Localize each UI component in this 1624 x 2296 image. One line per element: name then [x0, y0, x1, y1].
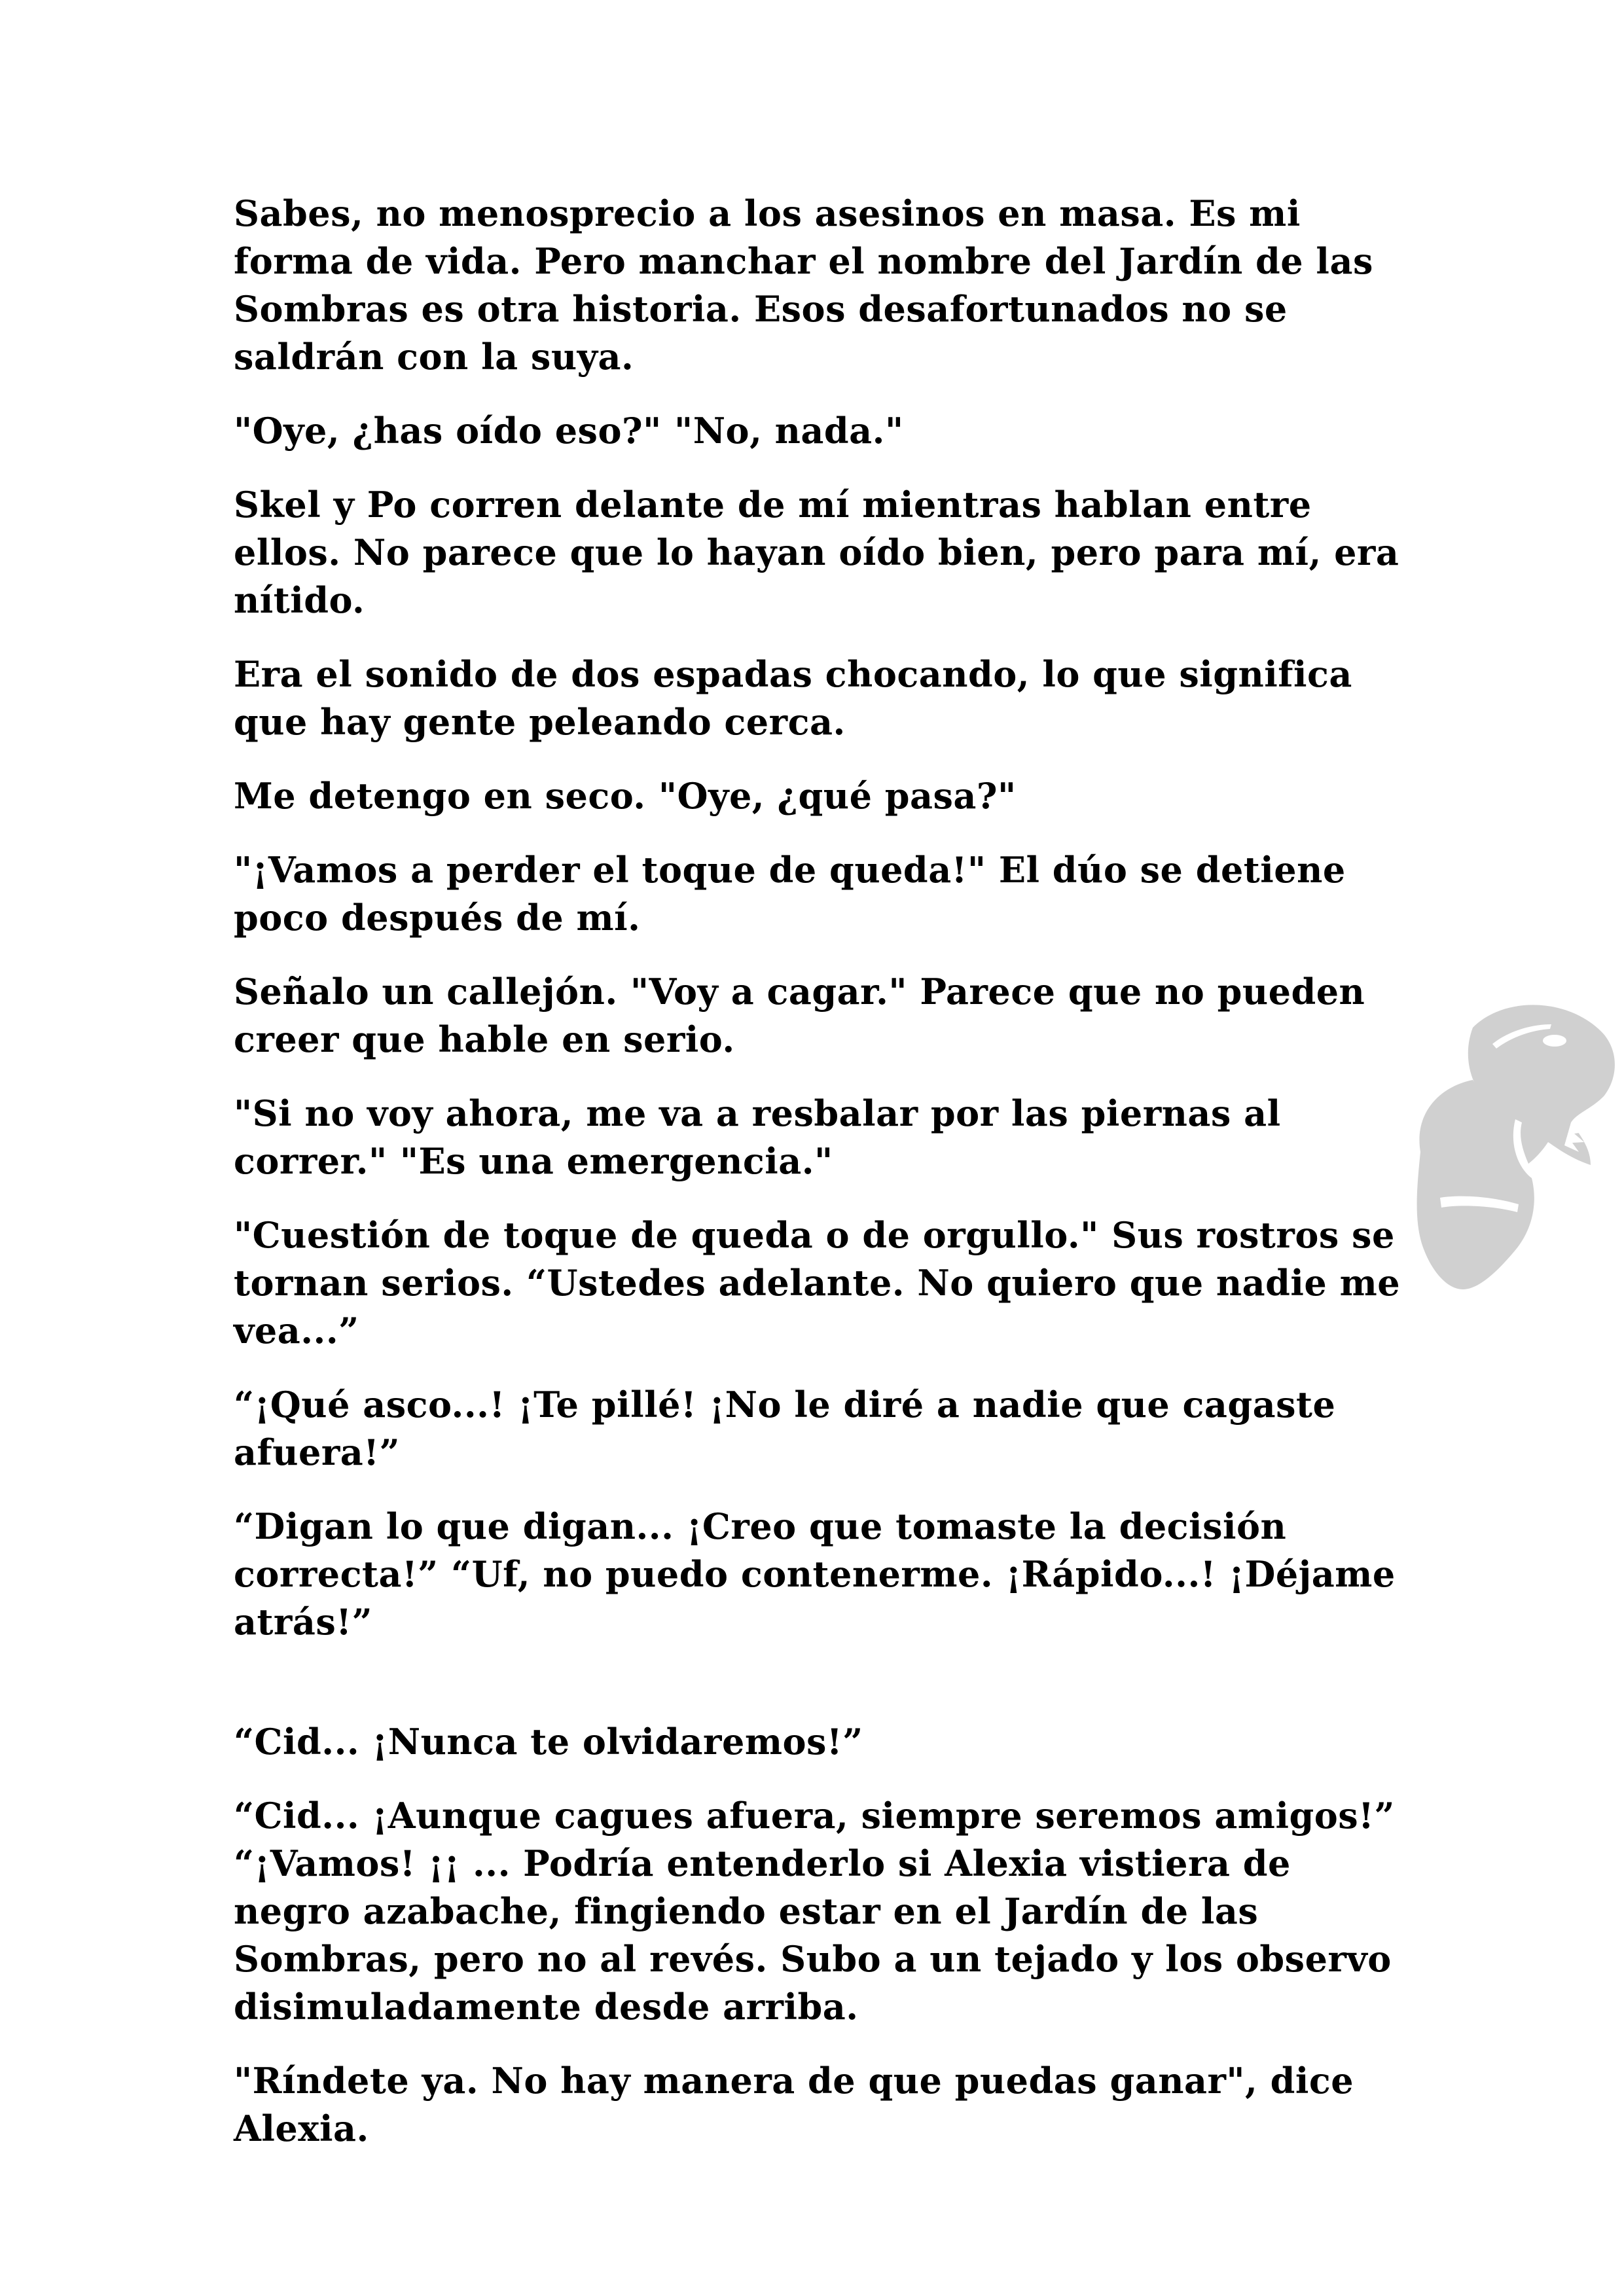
paragraph: “Cid... ¡Nunca te olvidaremos!” — [234, 1721, 863, 1763]
paragraph: “Digan lo que digan... ¡Creo que tomaste la decisión correcta!” “Uf, no puedo contenerme. ¡Rápido...! ¡Déjame atrás!” — [234, 1505, 1396, 1643]
dinosaur-ninja-logo-icon — [1394, 982, 1623, 1296]
paragraph: "Cuestión de toque de queda o de orgullo." Sus rostros se tornan serios. “Ustedes adelante. No quiero que nadie me vea...” — [234, 1214, 1401, 1352]
paragraph: Señalo un callejón. "Voy a cagar." Parece que no pueden creer que hable en serio. — [234, 971, 1365, 1060]
paragraph: Era el sonido de dos espadas chocando, lo que significa que hay gente peleando cerca. — [234, 653, 1352, 743]
paragraph: "¡Vamos a perder el toque de queda!" El dúo se detiene poco después de mí. — [234, 849, 1346, 939]
paragraph: "Si no voy ahora, me va a resbalar por las piernas al correr." "Es una emergencia." — [234, 1092, 1281, 1182]
paragraph: "Ríndete ya. No hay manera de que puedas ganar", dice Alexia. — [234, 2060, 1354, 2149]
paragraph: “¡Qué asco...! ¡Te pillé! ¡No le diré a nadie que cagaste afuera!” — [234, 1384, 1336, 1473]
paragraph: "Oye, ¿has oído eso?" "No, nada." — [234, 410, 904, 452]
document-body — [234, 190, 1412, 2179]
paragraph: Skel y Po corren delante de mí mientras hablan entre ellos. No parece que lo hayan oído bien, pero para mí, era nítido. — [234, 484, 1399, 621]
paragraph: Me detengo en seco. "Oye, ¿qué pasa?" — [234, 775, 1017, 817]
paragraph: Sabes, no menosprecio a los asesinos en masa. Es mi forma de vida. Pero manchar el nombre del Jardín de las Sombras es otra historia. Esos desafortunados no se saldrán con la suya. — [234, 192, 1373, 378]
paragraph: “Cid... ¡Aunque cagues afuera, siempre seremos amigos!” “¡Vamos! ¡¡ ... Podría entenderlo si Alexia vistiera de negro azabache, fingiendo estar en el Jardín de las Sombras, pero no al revés. Subo a un tejado y los observo disimuladamente desde arriba. — [234, 1795, 1395, 2028]
